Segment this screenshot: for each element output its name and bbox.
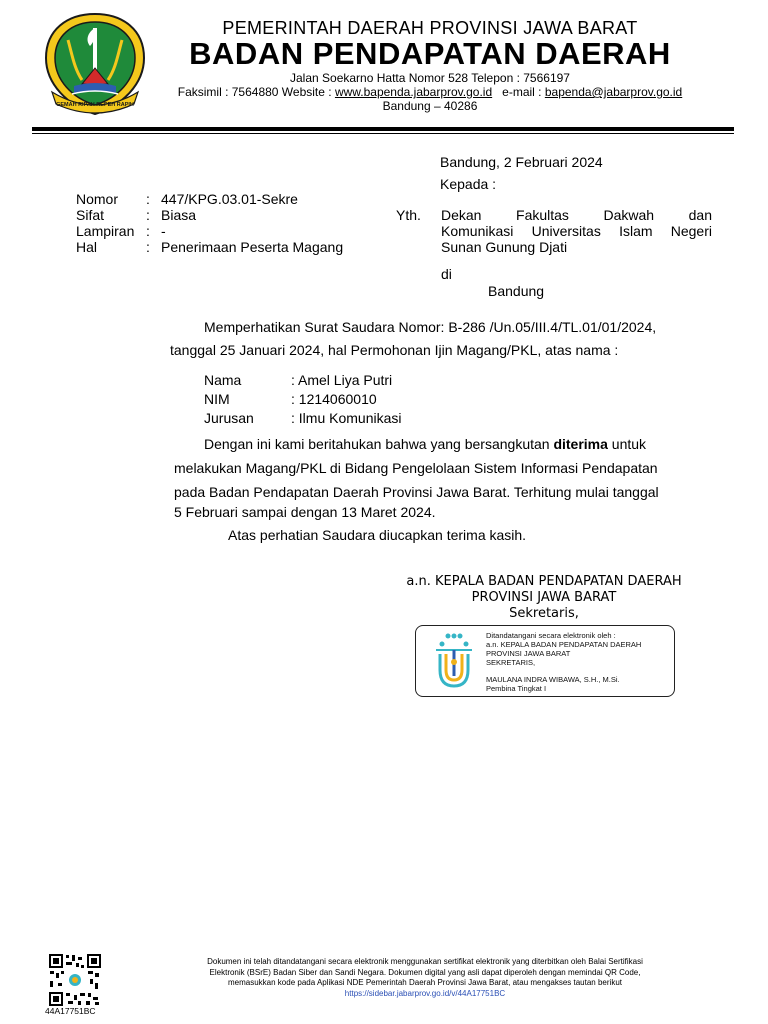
- footer-line: Elektronik (BSrE) Badan Siber dan Sandi Negara. Dokumen digital yang asli dapat diperoleh dengan memindai QR Code,: [209, 967, 641, 977]
- footer-line: memasukkan kode pada Aplikasi NDE Pemerintah Daerah Provinsi Jawa Barat, atau mengakses tautan berikut: [228, 978, 622, 987]
- meta-value: -: [161, 223, 166, 239]
- esign-line: Ditandatangani secara elektronik oleh :: [486, 631, 616, 640]
- meta-sep: :: [146, 207, 150, 223]
- meta-row-nomor: [76, 191, 343, 207]
- paragraph-1-line-1: Memperhatikan Surat Saudara Nomor: B-286 /Un.05/III.4/TL.01/01/2024,: [204, 319, 657, 335]
- recipient-block: [441, 207, 712, 255]
- recipient-city: Bandung: [488, 283, 545, 299]
- meta-value: Penerimaan Peserta Magang: [161, 239, 344, 255]
- student-row-jurusan: [204, 410, 401, 429]
- footer-line: Dokumen ini telah ditandatangani secara elektronik menggunakan sertifikat elektronik yang diterbitkan oleh Balai Sertifikasi: [207, 957, 643, 966]
- meta-label: Hal: [76, 239, 98, 255]
- kepada-label: Kepada :: [440, 176, 497, 192]
- recipient-word: Fakultas: [516, 207, 569, 223]
- qr-code[interactable]: [48, 953, 102, 1007]
- document-code: 44A17751BC: [45, 1006, 96, 1016]
- website-link[interactable]: www.bapenda.jabarprov.go.id: [334, 85, 493, 99]
- closing-line: Atas perhatian Saudara diucapkan terima kasih.: [228, 527, 527, 543]
- signature-title: [384, 574, 704, 622]
- recipient-word: Islam: [619, 223, 653, 239]
- esign-emblem-icon: [426, 630, 482, 692]
- paragraph-text: Dengan ini kami beritahukan bahwa yang bersangkutan: [204, 436, 554, 452]
- contact-line: [160, 85, 700, 99]
- yth-label: Yth.: [396, 207, 421, 223]
- meta-sep: :: [146, 191, 150, 207]
- meta-row-hal: [76, 239, 343, 255]
- esign-line: PROVINSI JAWA BARAT: [486, 649, 571, 658]
- paragraph-2-line-1: [204, 432, 646, 456]
- letterhead-divider-thick: [32, 127, 734, 131]
- student-label: Jurusan: [204, 410, 254, 426]
- esign-signer-name: MAULANA INDRA WIBAWA, S.H., M.Si.: [486, 675, 620, 684]
- city-zip: Bandung – 40286: [382, 99, 478, 113]
- signature-line-3: Sekretaris,: [509, 606, 579, 621]
- student-label: NIM: [204, 391, 230, 407]
- electronic-signature-box: [415, 625, 675, 697]
- paragraph-2-line-3: pada Badan Pendapatan Daerah Provinsi Jawa Barat. Terhitung mulai tanggal: [174, 484, 659, 500]
- email-link[interactable]: bapenda@jabarprov.go.id: [544, 85, 683, 99]
- meta-value: Biasa: [161, 207, 197, 223]
- paragraph-text: untuk: [607, 436, 647, 452]
- letterhead-divider-thin: [32, 133, 734, 134]
- student-value: : Amel Liya Putri: [291, 372, 393, 388]
- student-details: [204, 372, 401, 429]
- signature-line-1: a.n. KEPALA BADAN PENDAPATAN DAERAH: [406, 574, 682, 589]
- recipient-line-3: Sunan Gunung Djati: [441, 239, 568, 255]
- government-name: PEMERINTAH DAERAH PROVINSI JAWA BARAT: [222, 18, 638, 38]
- esign-text-block: [486, 631, 641, 693]
- recipient-word: Universitas: [531, 223, 601, 239]
- esign-line: SEKRETARIS,: [486, 658, 536, 667]
- letter-meta: [76, 191, 343, 255]
- letterhead-address: [160, 71, 700, 113]
- recipient-word: Negeri: [670, 223, 712, 239]
- verification-link[interactable]: https://sidebar.jabarprov.go.id/v/44A17751BC: [344, 988, 506, 998]
- paragraph-2-line-2: melakukan Magang/PKL di Bidang Pengelolaan Sistem Informasi Pendapatan: [174, 460, 658, 476]
- paragraph-1-line-2: tanggal 25 Januari 2024, hal Permohonan Ijin Magang/PKL, atas nama :: [170, 342, 619, 358]
- meta-label: Lampiran: [76, 223, 135, 239]
- meta-label: Nomor: [76, 191, 119, 207]
- svg-text:GEMAH RIPAH REPEH RAPIH: GEMAH RIPAH REPEH RAPIH: [56, 102, 134, 108]
- footer-notice: [130, 957, 720, 999]
- meta-sep: :: [146, 239, 150, 255]
- coat-of-arms-logo: [38, 10, 152, 120]
- student-value: : Ilmu Komunikasi: [291, 410, 402, 426]
- student-label: Nama: [204, 372, 242, 388]
- meta-value: 447/KPG.03.01-Sekre: [161, 191, 298, 207]
- fax-label: Faksimil : 7564880 Website :: [177, 85, 335, 99]
- recipient-line-2: [441, 223, 712, 239]
- recipient-word: dan: [688, 207, 712, 223]
- recipient-line-1: [441, 207, 712, 223]
- esign-line: a.n. KEPALA BADAN PENDAPATAN DAERAH: [486, 640, 642, 649]
- paragraph-2-line-4: 5 Februari sampai dengan 13 Maret 2024.: [174, 504, 436, 520]
- meta-row-lampiran: [76, 223, 343, 239]
- meta-label: Sifat: [76, 207, 105, 223]
- recipient-word: Dakwah: [603, 207, 655, 223]
- esign-signer-rank: Pembina Tingkat I: [486, 684, 547, 693]
- signature-line-2: PROVINSI JAWA BARAT: [471, 590, 617, 605]
- email-label: e-mail :: [492, 85, 545, 99]
- student-row-nim: [204, 391, 401, 410]
- student-value: : 1214060010: [291, 391, 377, 407]
- letter-date: Bandung, 2 Februari 2024: [440, 154, 603, 170]
- student-row-name: [204, 372, 401, 391]
- recipient-word: Komunikasi: [441, 223, 514, 239]
- accepted-emphasis: diterima: [553, 436, 608, 452]
- di-label: di: [441, 266, 452, 282]
- recipient-word: Dekan: [441, 207, 482, 223]
- address-line: Jalan Soekarno Hatta Nomor 528 Telepon : 7566197: [290, 71, 570, 85]
- agency-name: BADAN PENDAPATAN DAERAH: [189, 36, 671, 71]
- meta-sep: :: [146, 223, 150, 239]
- meta-row-sifat: [76, 207, 343, 223]
